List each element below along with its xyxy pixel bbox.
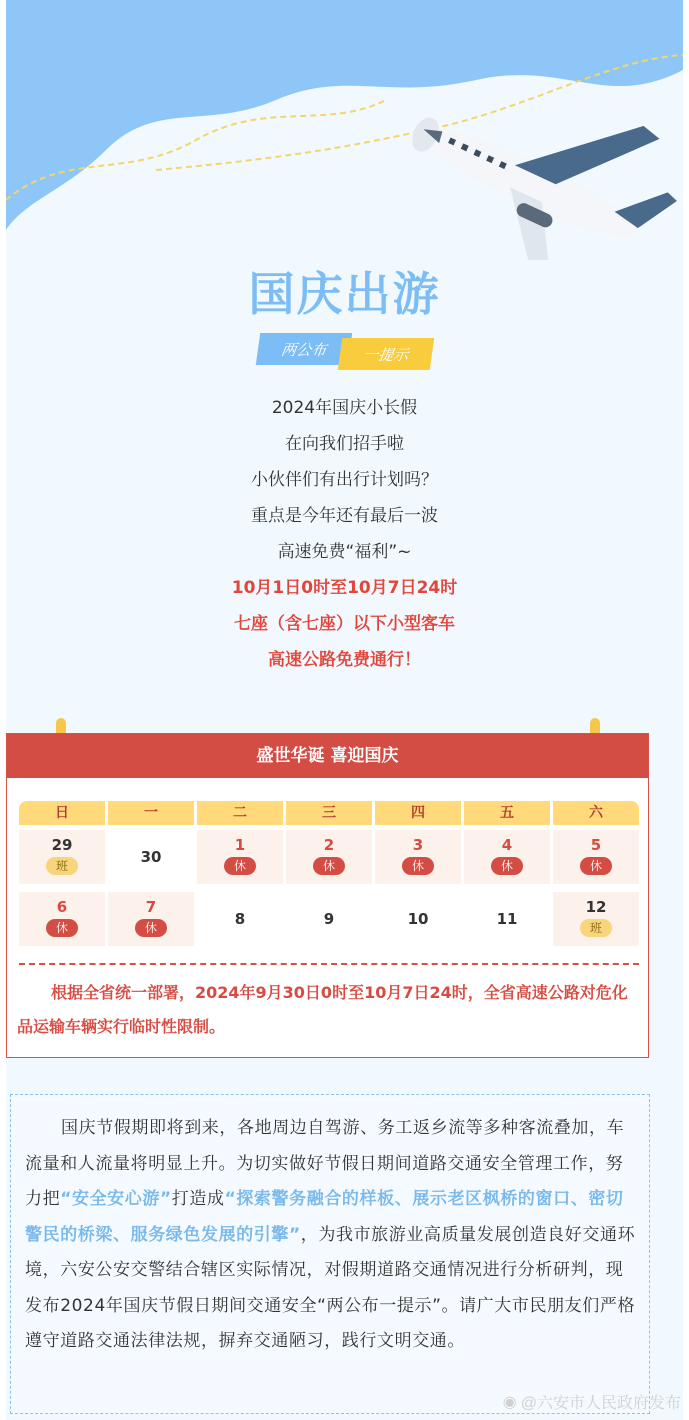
- calendar-title: 盛世华诞 喜迎国庆: [7, 734, 648, 778]
- watermark-text: @六安市人民政府发布: [520, 1395, 681, 1412]
- weekday-label: 三: [286, 801, 372, 825]
- calendar-day: [108, 892, 194, 946]
- calendar-day: [464, 892, 550, 946]
- calendar-week: [19, 892, 639, 946]
- day-number: 4: [501, 836, 513, 854]
- rest-day-badge: 休: [135, 919, 167, 937]
- day-number: 3: [412, 836, 424, 854]
- calendar-week: [19, 830, 639, 884]
- intro-highlight-line: 七座（含七座）以下小型客车: [234, 614, 455, 634]
- rest-day-badge: 休: [491, 857, 523, 875]
- calendar-day: [19, 830, 105, 884]
- article-body: [10, 1094, 650, 1414]
- weibo-logo-icon: ◉: [502, 1393, 517, 1411]
- weibo-watermark: [503, 1390, 681, 1413]
- calendar-day: [108, 830, 194, 884]
- restriction-notice: 根据全省统一部署，2024年9月30日0时至10月7日24时，全省高速公路对危化品运输车辆实行临时性限制。: [17, 983, 628, 1036]
- day-number: 2: [323, 836, 335, 854]
- intro-line: 重点是今年还有最后一波: [251, 506, 438, 526]
- work-day-badge: 班: [580, 919, 612, 937]
- body-paragraph: [25, 1111, 637, 1360]
- body-text: ，为我市旅游业高质量发展创造良好交通环境，六安公安交警结合辖区实际情况，对假期道路交通情况进行分析研判，现发布2024年国庆节假日期间交通安全“两公布一提示”。请广大市民朋友们严格遵守道路交通法律法规，摒弃交通陋习，践行文明交通。: [25, 1224, 636, 1351]
- weekday-header: [19, 801, 639, 825]
- day-number: 30: [140, 848, 162, 866]
- body-text: 国庆节假期即将到来，各地周边自驾游、务工返乡流等多种客流叠加，车流量和人流量将明显上升。为切实做好节假日期间道路交通安全管理工作，努力把: [25, 1118, 625, 1209]
- calendar-day: [286, 830, 372, 884]
- calendar-day: [553, 830, 639, 884]
- calendar-day: [375, 830, 461, 884]
- weekday-label: 六: [553, 801, 639, 825]
- day-number: 8: [234, 910, 246, 928]
- rest-day-badge: 休: [224, 857, 256, 875]
- day-number: 10: [407, 910, 429, 928]
- weekday-label: 一: [108, 801, 194, 825]
- body-highlight: “安全安心游”: [60, 1189, 172, 1209]
- intro-line: 小伙伴们有出行计划吗？: [251, 470, 438, 490]
- weekday-label: 日: [19, 801, 105, 825]
- page-title: 国庆出游: [248, 267, 441, 321]
- body-highlight: “探索警务融合的样板、展示老区枫桥的窗口、密切警民的桥梁、服务绿色发展的引擎”: [25, 1189, 624, 1245]
- day-number: 12: [585, 898, 607, 916]
- calendar-day: [19, 892, 105, 946]
- hero-illustration: [6, 0, 683, 260]
- day-number: 6: [56, 898, 68, 916]
- day-number: 29: [51, 836, 73, 854]
- rest-day-badge: 休: [46, 919, 78, 937]
- intro-highlight-line: 10月1日0时至10月7日24时: [231, 578, 458, 598]
- calendar-day: [286, 892, 372, 946]
- calendar-day: [375, 892, 461, 946]
- dashed-divider: [19, 963, 639, 965]
- intro-highlight-line: 高速公路免费通行！: [268, 650, 421, 670]
- tag-one-reminder: 一提示: [338, 338, 434, 370]
- calendar-day: [197, 892, 283, 946]
- body-text: 打造成: [171, 1189, 225, 1209]
- rest-day-badge: 休: [580, 857, 612, 875]
- weekday-label: 二: [197, 801, 283, 825]
- work-day-badge: 班: [46, 857, 78, 875]
- intro-line: 在向我们招手啦: [285, 434, 404, 454]
- day-number: 7: [145, 898, 157, 916]
- day-number: 1: [234, 836, 246, 854]
- intro-line: 2024年国庆小长假: [271, 398, 418, 418]
- intro-line: 高速免费“福利”~: [277, 542, 412, 562]
- tag-two-announcements: 两公布: [256, 333, 352, 365]
- rest-day-badge: 休: [313, 857, 345, 875]
- day-number: 5: [590, 836, 602, 854]
- intro-text: [6, 390, 683, 678]
- article-page: [6, 0, 683, 1420]
- weekday-label: 四: [375, 801, 461, 825]
- rest-day-badge: 休: [402, 857, 434, 875]
- calendar-day: [553, 892, 639, 946]
- calendar-day: [197, 830, 283, 884]
- weekday-label: 五: [464, 801, 550, 825]
- day-number: 9: [323, 910, 335, 928]
- day-number: 11: [496, 910, 518, 928]
- holiday-calendar: [6, 733, 649, 1058]
- calendar-day: [464, 830, 550, 884]
